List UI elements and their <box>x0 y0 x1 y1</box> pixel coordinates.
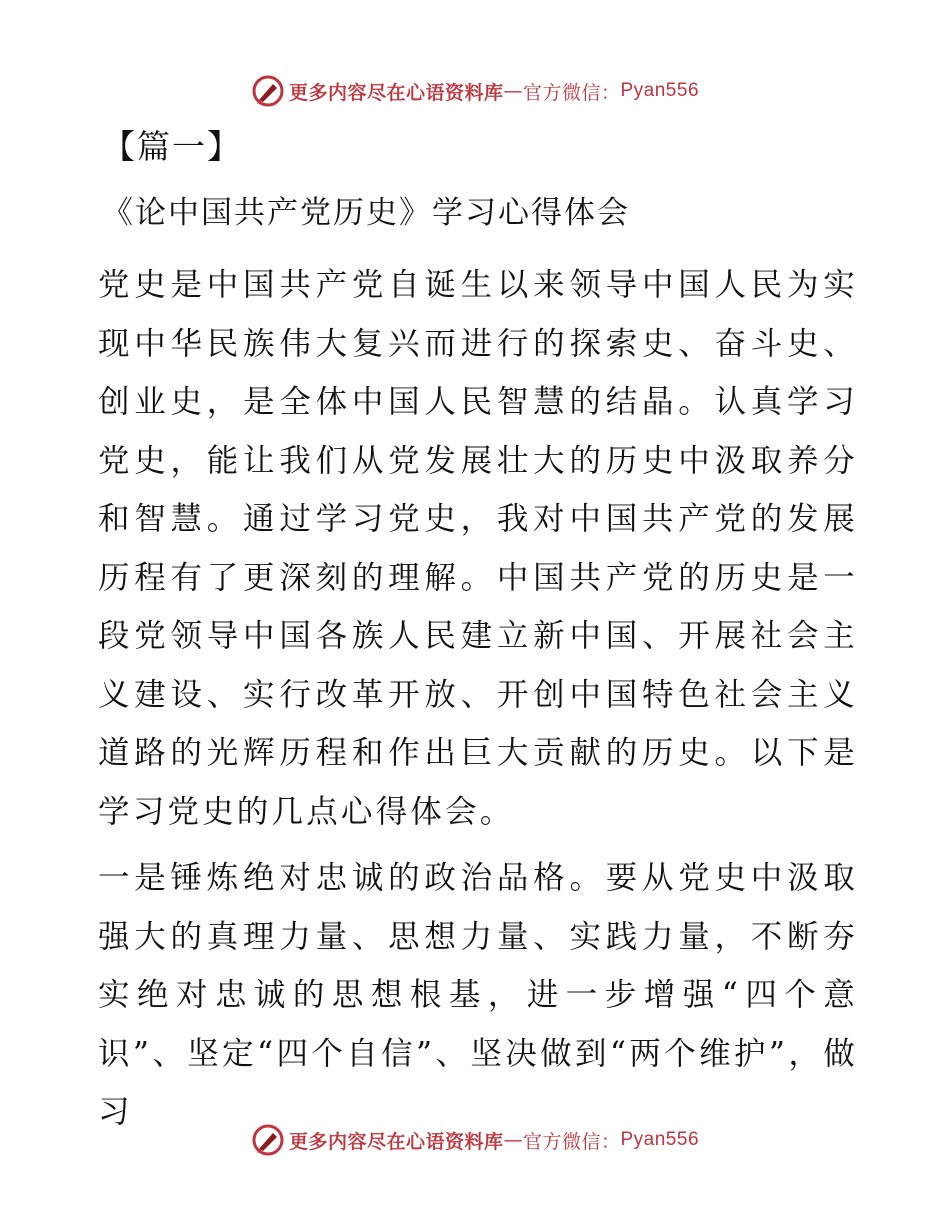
pen-logo-icon <box>251 1123 285 1157</box>
document-title: 《论中国共产党历史》学习心得体会 <box>102 195 630 231</box>
document-body <box>98 122 858 1150</box>
header-watermark-banner <box>0 71 950 111</box>
banner-wechat-handle: Pyan556 <box>620 80 700 101</box>
banner-separator: — <box>503 80 523 102</box>
banner-wechat-handle: Pyan556 <box>620 1129 700 1150</box>
footer-watermark-banner <box>0 1120 950 1160</box>
paragraph-1: 党史是中国共产党自诞生以来领导中国人民为实现中华民族伟大复兴而进行的探索史、奋斗史、创业史，是全体中国人民智慧的结晶。认真学习党史，能让我们从党发展壮大的历史中汲取养分和智慧。通过学习党史，我对中国共产党的发展历程有了更深刻的理解。中国共产党的历史是一段党领导中国各族人民建立新中国、开展社会主义建设、实行改革开放、开创中国特色社会主义道路的光辉历程和作出巨大贡献的历史。以下是学习党史的几点心得体会。 <box>98 267 858 830</box>
section-heading: 【篇一】 <box>102 127 242 166</box>
banner-wechat-label: 官方微信： <box>522 81 621 104</box>
banner-site-name: 更多内容尽在心语资料库 <box>288 1130 504 1153</box>
pen-logo-icon <box>251 74 285 108</box>
banner-wechat-label: 官方微信： <box>522 1130 621 1153</box>
banner-separator: — <box>503 1129 523 1151</box>
paragraph-2: 一是锤炼绝对忠诚的政治品格。要从党史中汲取强大的真理力量、思想力量、实践力量，不断夯实绝对忠诚的思想根基，进一步增强“四个意识”、坚定“四个自信”、坚决做到“两个维护”，做习 <box>98 860 858 1130</box>
banner-site-name: 更多内容尽在心语资料库 <box>288 81 504 104</box>
